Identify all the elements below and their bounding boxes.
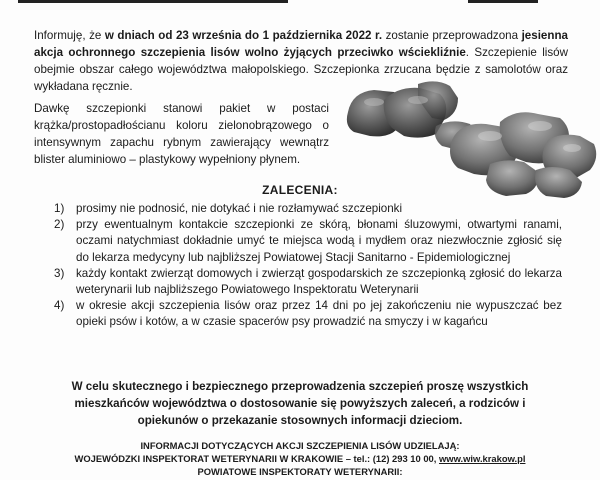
recommendation-number: 3) [54,266,65,280]
dose-description: Dawkę szczepionki stanowi pakiet w postaci krążka/prostopadłościanu koloru zielonobrązowego o intensywnym zapachu rybnym zawierający wewnątrz blister aluminiowo – plastykowy wypełniony płynem. [34,102,329,166]
intro-text-3: . Szczepienie lisów obejmie obszar całego województwa małopolskiego. Szczepionka zrzucana będzie z samolotów oraz wykładana ręcznie. [34,46,569,93]
recommendation-number: 2) [54,218,65,232]
cut-off-next-line [0,474,600,480]
recommendation-item [54,217,562,266]
recommendations-heading: ZALECENIA: [262,183,338,197]
intro-campaign: jesienna akcja ochronnego szczepienia lisów wolno żyjących przeciwko wściekliźnie [34,29,568,59]
intro-text-2: zostanie przeprowadzona [382,29,522,42]
contact-regional-inspectorate [0,452,600,465]
recommendation-text: przy ewentualnym kontakcie szczepionki ze skórą, błonami śluzowymi, otwartymi ranami, oczami natychmiast dokładnie umyć te miejsca wodą i mydłem oraz niezwłocznie zgłosić się do lekarza medycyny lub najbliższej Powiatowej Stacji Sanitarno - Epidemiologicznej [76,218,562,264]
closing-paragraph: W celu skutecznego i bezpiecznego przeprowadzenia szczepień proszę wszystkich mieszkańców województwa o dostosowanie się powyższych zaleceń, a rodziców i opiekunów o przekazanie stosownych informacji dzieciom. [71,380,529,427]
intro-dates: w dniach od 23 września do 1 października 2022 r. [104,29,383,42]
recommendation-text: każdy kontakt zwierząt domowych i zwierząt gospodarskich ze szczepionką zgłosić do lekarza weterynarii lub najbliższego Powiatowego Inspektoratu Weterynarii [76,266,562,297]
recommendation-text: prosimy nie podnosić, nie dotykać i nie rozłamywać szczepionki [76,202,403,215]
contact-district-inspectorates: POWIATOWE INSPEKTORATY WETERYNARII: [197,466,403,477]
contact-heading: INFORMACJI DOTYCZĄCYCH AKCJI SZCZEPIENIA LISÓW UDZIELAJĄ: [140,440,460,451]
recommendation-item [54,201,562,217]
recommendation-item [54,266,562,298]
recommendation-item [54,298,562,330]
website-link[interactable]: www.wiw.krakow.pl [438,453,526,464]
recommendation-number: 1) [54,202,65,215]
recommendation-text: w okresie akcji szczepienia lisów oraz przez 14 dni po jej zakończeniu nie wypuszczać bez opieki psów i kotów, a w czasie spacerów psy prowadzić na smyczy i w kagańcu [76,299,562,329]
recommendations-list [54,201,562,331]
recommendation-number: 4) [54,299,65,313]
intro-text-1: Informuję, że [34,29,105,42]
contact-regional-text: WOJEWÓDZKI INSPEKTORAT WETERYNARII W KRAKOWIE – tel.: (12) 293 10 00, [74,453,439,464]
